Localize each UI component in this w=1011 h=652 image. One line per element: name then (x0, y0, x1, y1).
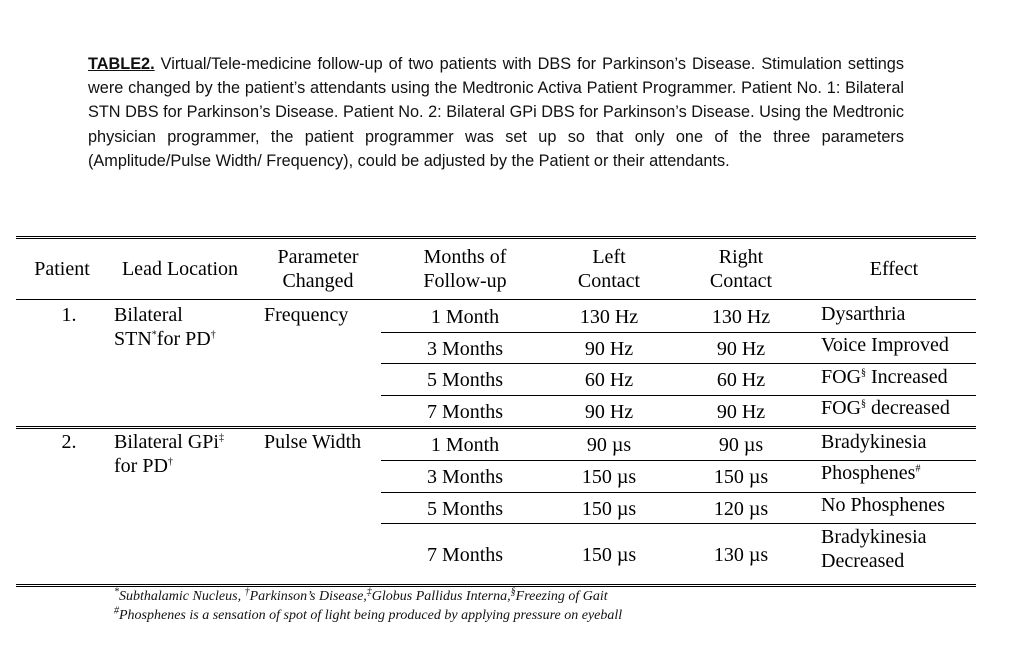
table-top-rule (16, 236, 976, 239)
months-cell: 3 Months (426, 338, 504, 360)
effect-text: Increased (866, 366, 948, 388)
header-months-line1: Months of (423, 246, 507, 268)
months-cell: 1 Month (430, 306, 500, 328)
lead-location-line2 (114, 454, 224, 478)
months-cell: 7 Months (426, 544, 504, 566)
effect-text: decreased (866, 397, 950, 419)
footnote-marker: * (151, 329, 157, 341)
footnote-text: Parkinson’s Disease, (249, 589, 367, 604)
footnote-text: Phosphenes is a sensation of spot of light being produced by applying pressure on eyeball (119, 608, 623, 623)
table-footnotes (114, 587, 622, 625)
lead-location (114, 303, 216, 351)
footnote-marker: † (167, 456, 173, 468)
lead-location-line2 (114, 327, 216, 351)
footnote-marker: † (244, 586, 250, 598)
footnote-line-1 (114, 587, 622, 606)
header-patient: Patient (34, 258, 90, 280)
footnote-text: Freezing of Gait (515, 589, 608, 604)
right-contact-cell: 90 µs (718, 434, 764, 456)
months-cell: 3 Months (426, 466, 504, 488)
row-divider (381, 363, 976, 364)
lead-location (114, 430, 224, 478)
right-contact-cell: 90 Hz (716, 338, 766, 360)
left-contact-cell: 150 µs (581, 498, 637, 520)
header-months-line2: Follow-up (423, 270, 507, 292)
parameter-changed: Pulse Width (264, 431, 362, 453)
left-contact-cell: 90 Hz (584, 401, 634, 423)
footnote-marker: § (861, 367, 867, 379)
patient-number: 2. (61, 431, 77, 453)
effect-line2: Decreased (821, 550, 905, 572)
footnote-marker: ‡ (218, 432, 224, 444)
footnote-marker: § (510, 586, 516, 598)
header-left-contact (546, 245, 672, 293)
lead-text: STN (114, 328, 152, 350)
lead-text: Bilateral GPi (114, 431, 219, 453)
lead-location-line1 (114, 430, 224, 454)
caption-text: Virtual/Tele-medicine follow-up of two patients with DBS for Parkinson’s Disease. Stimulation settings were changed by the patient’s attendants using the Medtronic Activa Patient Programmer. Patient No. 1: Bilateral STN DBS for Parkinson’s Disease. Patient No. 2: Bilateral GPi DBS for Parkinson’s Disease. Using the Medtronic physician programmer, the patient programmer was set up so that only one of the three parameters (Amplitude/Pulse Width/ Frequency), could be adjusted by the Patient or their attendants. (88, 55, 904, 170)
left-contact-cell: 90 Hz (584, 338, 634, 360)
effect-line1: Bradykinesia (821, 526, 927, 548)
effect-text: Phosphenes (821, 462, 916, 484)
table-label: TABLE2. (88, 55, 155, 73)
header-effect: Effect (869, 258, 919, 280)
left-contact-cell: 150 µs (581, 544, 637, 566)
effect-cell (821, 461, 920, 485)
left-contact-cell: 60 Hz (584, 369, 634, 391)
header-parameter-line1: Parameter (277, 246, 359, 268)
footnote-marker: † (210, 329, 216, 341)
effect-cell: Bradykinesia (821, 431, 927, 453)
row-divider (381, 523, 976, 524)
header-months-follow-up (399, 245, 531, 293)
months-cell: 5 Months (426, 498, 504, 520)
header-right-contact (678, 245, 804, 293)
lead-text: for PD (156, 328, 211, 350)
right-contact-cell: 60 Hz (716, 369, 766, 391)
footnote-marker: § (861, 398, 867, 410)
right-contact-cell: 150 µs (713, 466, 769, 488)
effect-cell (821, 365, 948, 389)
header-lead-location: Lead Location (121, 258, 239, 280)
group-separator (16, 426, 976, 429)
effect-cell: Voice Improved (821, 334, 949, 356)
footnote-line-2 (114, 606, 622, 625)
parameter-changed: Frequency (264, 304, 349, 326)
table-caption (88, 52, 904, 173)
effect-cell (821, 396, 950, 420)
effect-cell: Dysarthria (821, 303, 906, 325)
effect-text: FOG (821, 366, 862, 388)
right-contact-cell: 130 Hz (711, 306, 771, 328)
header-bottom-rule (16, 299, 976, 300)
months-cell: 1 Month (430, 434, 500, 456)
left-contact-cell: 90 µs (586, 434, 632, 456)
right-contact-cell: 120 µs (713, 498, 769, 520)
lead-location-line1: Bilateral (114, 304, 183, 326)
header-right-line2: Contact (709, 270, 773, 292)
footnote-marker: # (114, 605, 119, 617)
header-left-line2: Contact (577, 270, 641, 292)
footnote-text: Subthalamic Nucleus, (119, 589, 245, 604)
effect-text: FOG (821, 397, 862, 419)
effect-cell (821, 525, 927, 573)
patient-number: 1. (61, 304, 77, 326)
footnote-marker: * (114, 586, 119, 598)
right-contact-cell: 90 Hz (716, 401, 766, 423)
left-contact-cell: 150 µs (581, 466, 637, 488)
footnote-text: Globus Pallidus Interna, (371, 589, 511, 604)
left-contact-cell: 130 Hz (579, 306, 639, 328)
footnote-marker: ‡ (366, 586, 372, 598)
months-cell: 7 Months (426, 401, 504, 423)
lead-text: for PD (114, 455, 168, 477)
header-parameter-changed (262, 245, 374, 293)
effect-cell: No Phosphenes (821, 494, 945, 516)
header-right-line1: Right (718, 246, 764, 268)
footnote-marker: # (915, 463, 921, 475)
right-contact-cell: 130 µs (713, 544, 769, 566)
header-parameter-line2: Changed (282, 270, 354, 292)
months-cell: 5 Months (426, 369, 504, 391)
header-left-line1: Left (592, 246, 626, 268)
